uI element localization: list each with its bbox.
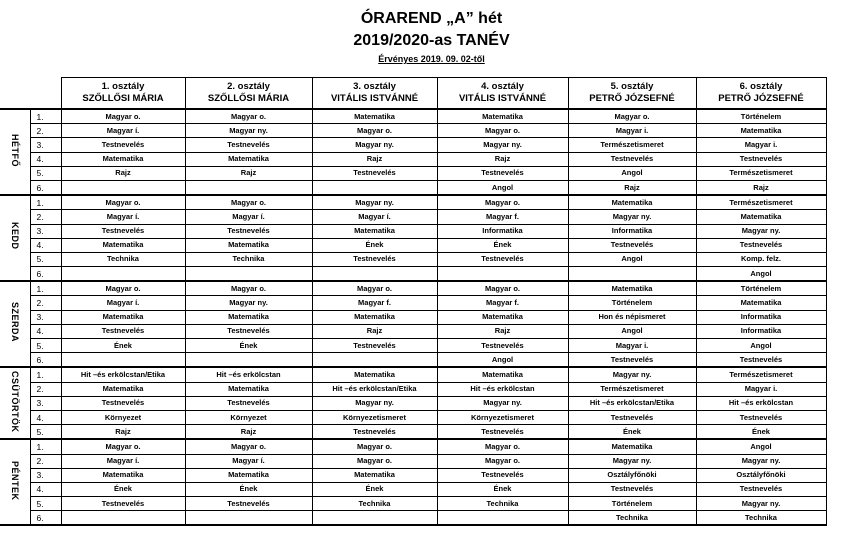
subject-cell: Osztályfőnöki	[696, 468, 826, 482]
school-year: 2019/2020-as TANÉV	[353, 32, 510, 49]
subject-cell: Matematika	[185, 310, 312, 324]
subject-cell: Ének	[312, 238, 437, 252]
subject-cell: Magyar í.	[185, 210, 312, 224]
subject-cell: Matematika	[61, 310, 185, 324]
lesson-row	[0, 238, 826, 252]
subject-cell: Magyar o.	[437, 281, 568, 296]
lesson-number: 1.	[30, 439, 61, 454]
subject-cell: Testnevelés	[568, 482, 696, 496]
subject-cell: Hit –és erkölcstan	[696, 396, 826, 410]
subject-cell: Testnevelés	[696, 238, 826, 252]
lesson-row	[0, 224, 826, 238]
subject-cell: Magyar o.	[185, 195, 312, 210]
subject-cell: Angol	[568, 166, 696, 180]
subject-cell: Környezetismeret	[312, 410, 437, 424]
lesson-number: 2.	[30, 124, 61, 138]
subject-cell: Matematika	[61, 468, 185, 482]
lesson-number: 2.	[30, 210, 61, 224]
subject-cell: Testnevelés	[312, 425, 437, 440]
class-name: 4. osztály	[481, 81, 524, 92]
subject-cell: Testnevelés	[437, 166, 568, 180]
lesson-row	[0, 195, 826, 210]
subject-cell: Hit –és erkölcstan	[437, 382, 568, 396]
lesson-number: 6.	[30, 180, 61, 195]
subject-cell: Matematika	[312, 310, 437, 324]
subject-cell: Magyar o.	[312, 454, 437, 468]
subject-cell	[312, 267, 437, 282]
subject-cell: Történelem	[568, 497, 696, 511]
subject-cell: Környezetismeret	[437, 410, 568, 424]
subject-cell	[437, 511, 568, 526]
subject-cell: Matematika	[437, 367, 568, 382]
subject-cell: Magyar o.	[437, 124, 568, 138]
subject-cell: Magyar o.	[61, 281, 185, 296]
subject-cell: Történelem	[568, 296, 696, 310]
subject-cell: Testnevelés	[437, 425, 568, 440]
lesson-number: 4.	[30, 238, 61, 252]
class-name: 6. osztály	[739, 81, 783, 92]
lesson-row	[0, 396, 826, 410]
day-label: KEDD	[9, 222, 20, 250]
subject-cell: Testnevelés	[185, 138, 312, 152]
subject-cell: Ének	[696, 425, 826, 440]
lesson-number: 4.	[30, 152, 61, 166]
subject-cell	[61, 511, 185, 526]
subject-cell: Történelem	[696, 281, 826, 296]
subject-cell: Környezet	[185, 410, 312, 424]
subject-cell	[312, 353, 437, 368]
subject-cell: Magyar í.	[185, 454, 312, 468]
subject-cell: Hit –és erkölcstan/Etika	[568, 396, 696, 410]
lesson-number: 1.	[30, 367, 61, 382]
lesson-number: 1.	[30, 109, 61, 124]
page-title: ÓRAREND „A” hét	[360, 10, 503, 27]
subject-cell: Testnevelés	[437, 252, 568, 266]
subject-cell: Ének	[568, 425, 696, 440]
subject-cell: Testnevelés	[312, 252, 437, 266]
subject-cell: Matematika	[61, 238, 185, 252]
lesson-number: 2.	[30, 296, 61, 310]
subject-cell: Magyar ny.	[437, 138, 568, 152]
subject-cell: Magyar ny.	[568, 210, 696, 224]
subject-cell: Testnevelés	[185, 396, 312, 410]
lesson-row	[0, 410, 826, 424]
subject-cell: Környezet	[61, 410, 185, 424]
valid-from: Érvényes 2019. 09. 02-től	[378, 54, 485, 64]
subject-cell: Testnevelés	[696, 353, 826, 368]
lesson-row	[0, 439, 826, 454]
subject-cell: Magyar ny.	[696, 497, 826, 511]
lesson-number: 3.	[30, 138, 61, 152]
day-cell	[0, 367, 30, 439]
subject-cell: Komp. felz.	[696, 252, 826, 266]
subject-cell: Magyar ny.	[568, 367, 696, 382]
subject-cell: Matematika	[312, 224, 437, 238]
subject-cell: Magyar i.	[568, 339, 696, 353]
subject-cell: Rajz	[61, 425, 185, 440]
class-header	[437, 78, 568, 110]
subject-cell: Matematika	[696, 210, 826, 224]
day-label: PÉNTEK	[9, 460, 20, 501]
subject-cell: Természetismeret	[696, 166, 826, 180]
lesson-row	[0, 296, 826, 310]
day-label: HÉTFŐ	[9, 133, 20, 167]
lesson-row	[0, 138, 826, 152]
subject-cell: Magyar o.	[437, 195, 568, 210]
subject-cell: Magyar o.	[312, 124, 437, 138]
lesson-number: 6.	[30, 353, 61, 368]
subject-cell: Matematika	[568, 281, 696, 296]
subject-cell: Matematika	[61, 152, 185, 166]
subject-cell: Matematika	[185, 238, 312, 252]
lesson-row	[0, 310, 826, 324]
subject-cell: Magyar í.	[61, 454, 185, 468]
subject-cell: Matematika	[568, 195, 696, 210]
subject-cell: Informatika	[696, 310, 826, 324]
subject-cell: Ének	[61, 339, 185, 353]
subject-cell: Testnevelés	[61, 138, 185, 152]
lesson-row	[0, 324, 826, 338]
subject-cell: Matematika	[312, 367, 437, 382]
subject-cell: Angol	[696, 267, 826, 282]
subject-cell: Angol	[568, 252, 696, 266]
day-cell	[0, 195, 30, 281]
subject-cell: Magyar o.	[61, 195, 185, 210]
subject-cell: Matematika	[568, 439, 696, 454]
subject-cell: Magyar í.	[312, 210, 437, 224]
subject-cell: Testnevelés	[437, 339, 568, 353]
subject-cell: Magyar o.	[312, 439, 437, 454]
lesson-row	[0, 367, 826, 382]
subject-cell: Magyar í.	[61, 124, 185, 138]
subject-cell: Magyar o.	[437, 454, 568, 468]
class-teacher: SZŐLLŐSI MÁRIA	[82, 93, 164, 104]
subject-cell: Technika	[568, 511, 696, 526]
subject-cell: Hit –és erkölcstan/Etika	[61, 367, 185, 382]
subject-cell: Testnevelés	[185, 224, 312, 238]
subject-cell: Magyar ny.	[312, 195, 437, 210]
subject-cell: Matematika	[185, 152, 312, 166]
subject-cell: Hit –és erkölcstan/Etika	[312, 382, 437, 396]
day-cell	[0, 281, 30, 367]
class-teacher: PETRŐ JÓZSEFNÉ	[718, 93, 804, 104]
subject-cell: Történelem	[696, 109, 826, 124]
subject-cell: Angol	[696, 439, 826, 454]
lesson-number: 3.	[30, 310, 61, 324]
subject-cell: Testnevelés	[61, 497, 185, 511]
lesson-number: 3.	[30, 224, 61, 238]
subject-cell: Matematika	[185, 468, 312, 482]
subject-cell	[312, 180, 437, 195]
subject-cell: Magyar f.	[437, 210, 568, 224]
subject-cell: Magyar ny.	[312, 138, 437, 152]
lesson-row	[0, 511, 826, 526]
subject-cell: Természetismeret	[696, 195, 826, 210]
subject-cell: Matematika	[437, 109, 568, 124]
lesson-row	[0, 468, 826, 482]
subject-cell: Magyar ny.	[437, 396, 568, 410]
class-header	[696, 78, 826, 110]
lesson-number: 5.	[30, 252, 61, 266]
day-label: CSÜTÖRTÖK	[9, 370, 20, 433]
lesson-row	[0, 339, 826, 353]
subject-cell: Ének	[312, 482, 437, 496]
subject-cell: Magyar ny.	[185, 296, 312, 310]
subject-cell: Magyar í.	[61, 210, 185, 224]
lesson-row	[0, 497, 826, 511]
lesson-row	[0, 454, 826, 468]
subject-cell: Ének	[437, 482, 568, 496]
lesson-row	[0, 109, 826, 124]
header-row	[0, 78, 826, 110]
lesson-number: 4.	[30, 482, 61, 496]
subject-cell: Magyar ny.	[696, 454, 826, 468]
lesson-row	[0, 425, 826, 440]
subject-cell: Magyar i.	[696, 382, 826, 396]
lesson-row	[0, 152, 826, 166]
lesson-row	[0, 252, 826, 266]
header-corner	[0, 78, 61, 110]
class-teacher: VITÁLIS ISTVÁNNÉ	[458, 93, 547, 104]
subject-cell: Ének	[185, 339, 312, 353]
lesson-row	[0, 281, 826, 296]
lesson-number: 6.	[30, 267, 61, 282]
subject-cell: Matematika	[312, 468, 437, 482]
subject-cell: Matematika	[696, 296, 826, 310]
subject-cell: Testnevelés	[312, 339, 437, 353]
class-header	[568, 78, 696, 110]
subject-cell: Magyar f.	[437, 296, 568, 310]
subject-cell: Magyar i.	[696, 138, 826, 152]
subject-cell: Magyar f.	[312, 296, 437, 310]
lesson-number: 2.	[30, 454, 61, 468]
subject-cell: Testnevelés	[437, 468, 568, 482]
subject-cell: Informatika	[696, 324, 826, 338]
subject-cell: Magyar ny.	[568, 454, 696, 468]
subject-cell: Informatika	[568, 224, 696, 238]
subject-cell: Magyar o.	[312, 281, 437, 296]
subject-cell	[185, 511, 312, 526]
subject-cell: Hit –és erkölcstan	[185, 367, 312, 382]
subject-cell: Magyar o.	[185, 109, 312, 124]
subject-cell: Rajz	[312, 152, 437, 166]
subject-cell	[185, 180, 312, 195]
subject-cell	[61, 267, 185, 282]
subject-cell: Testnevelés	[61, 396, 185, 410]
subject-cell: Ének	[185, 482, 312, 496]
subject-cell: Testnevelés	[568, 353, 696, 368]
subject-cell: Hon és népismeret	[568, 310, 696, 324]
subject-cell: Matematika	[61, 382, 185, 396]
subject-cell: Magyar o.	[437, 439, 568, 454]
subject-cell: Rajz	[312, 324, 437, 338]
subject-cell: Természetismeret	[696, 367, 826, 382]
subject-cell: Testnevelés	[568, 152, 696, 166]
subject-cell: Testnevelés	[696, 152, 826, 166]
subject-cell	[61, 353, 185, 368]
class-name: 3. osztály	[353, 81, 396, 92]
subject-cell: Magyar i.	[568, 124, 696, 138]
lesson-number: 1.	[30, 195, 61, 210]
day-cell	[0, 109, 30, 195]
subject-cell: Angol	[437, 353, 568, 368]
subject-cell: Testnevelés	[61, 224, 185, 238]
lesson-row	[0, 353, 826, 368]
subject-cell: Informatika	[437, 224, 568, 238]
subject-cell: Magyar í.	[61, 296, 185, 310]
class-name: 2. osztály	[227, 81, 270, 92]
class-header	[312, 78, 437, 110]
lesson-number: 6.	[30, 511, 61, 526]
lesson-number: 2.	[30, 382, 61, 396]
lesson-number: 3.	[30, 468, 61, 482]
class-header	[185, 78, 312, 110]
lesson-number: 5.	[30, 166, 61, 180]
subject-cell: Testnevelés	[61, 324, 185, 338]
class-name: 5. osztály	[610, 81, 654, 92]
subject-cell: Rajz	[61, 166, 185, 180]
subject-cell: Matematika	[185, 382, 312, 396]
subject-cell: Testnevelés	[568, 238, 696, 252]
subject-cell: Rajz	[568, 180, 696, 195]
class-name: 1. osztály	[101, 81, 145, 92]
subject-cell: Matematika	[696, 124, 826, 138]
subject-cell: Magyar o.	[185, 439, 312, 454]
subject-cell: Technika	[312, 497, 437, 511]
subject-cell: Testnevelés	[568, 410, 696, 424]
subject-cell: Magyar o.	[185, 281, 312, 296]
subject-cell: Technika	[696, 511, 826, 526]
subject-cell	[185, 267, 312, 282]
subject-cell: Rajz	[696, 180, 826, 195]
subject-cell: Testnevelés	[185, 324, 312, 338]
subject-cell: Természetismeret	[568, 138, 696, 152]
subject-cell	[568, 267, 696, 282]
subject-cell: Testnevelés	[696, 410, 826, 424]
lesson-number: 5.	[30, 425, 61, 440]
subject-cell	[437, 267, 568, 282]
subject-cell: Testnevelés	[185, 497, 312, 511]
lesson-number: 1.	[30, 281, 61, 296]
lesson-number: 4.	[30, 324, 61, 338]
subject-cell: Természetismeret	[568, 382, 696, 396]
subject-cell: Technika	[61, 252, 185, 266]
subject-cell: Ének	[61, 482, 185, 496]
subject-cell: Angol	[437, 180, 568, 195]
subject-cell: Magyar o.	[568, 109, 696, 124]
subject-cell: Rajz	[185, 166, 312, 180]
day-cell	[0, 439, 30, 525]
subject-cell	[61, 180, 185, 195]
subject-cell: Angol	[568, 324, 696, 338]
subject-cell: Matematika	[437, 310, 568, 324]
subject-cell: Magyar ny.	[185, 124, 312, 138]
class-teacher: SZŐLLŐSI MÁRIA	[207, 93, 290, 104]
subject-cell: Magyar ny.	[696, 224, 826, 238]
subject-cell: Osztályfőnöki	[568, 468, 696, 482]
class-teacher: PETRŐ JÓZSEFNÉ	[589, 93, 675, 104]
lesson-row	[0, 124, 826, 138]
subject-cell: Angol	[696, 339, 826, 353]
subject-cell	[185, 353, 312, 368]
day-label: SZERDA	[9, 302, 20, 343]
subject-cell: Magyar o.	[61, 109, 185, 124]
lesson-number: 3.	[30, 396, 61, 410]
timetable	[0, 77, 827, 526]
lesson-row	[0, 267, 826, 282]
lesson-number: 5.	[30, 339, 61, 353]
lesson-row	[0, 210, 826, 224]
subject-cell: Testnevelés	[696, 482, 826, 496]
subject-cell	[312, 511, 437, 526]
subject-cell: Rajz	[437, 324, 568, 338]
lesson-row	[0, 382, 826, 396]
subject-cell: Rajz	[185, 425, 312, 440]
subject-cell: Magyar ny.	[312, 396, 437, 410]
lesson-row	[0, 180, 826, 195]
lesson-row	[0, 166, 826, 180]
class-teacher: VITÁLIS ISTVÁNNÉ	[330, 93, 419, 104]
subject-cell: Technika	[437, 497, 568, 511]
subject-cell: Ének	[437, 238, 568, 252]
class-header	[61, 78, 185, 110]
subject-cell: Technika	[185, 252, 312, 266]
subject-cell: Rajz	[437, 152, 568, 166]
subject-cell: Matematika	[312, 109, 437, 124]
subject-cell: Testnevelés	[312, 166, 437, 180]
lesson-number: 5.	[30, 497, 61, 511]
subject-cell: Magyar o.	[61, 439, 185, 454]
lesson-number: 4.	[30, 410, 61, 424]
lesson-row	[0, 482, 826, 496]
